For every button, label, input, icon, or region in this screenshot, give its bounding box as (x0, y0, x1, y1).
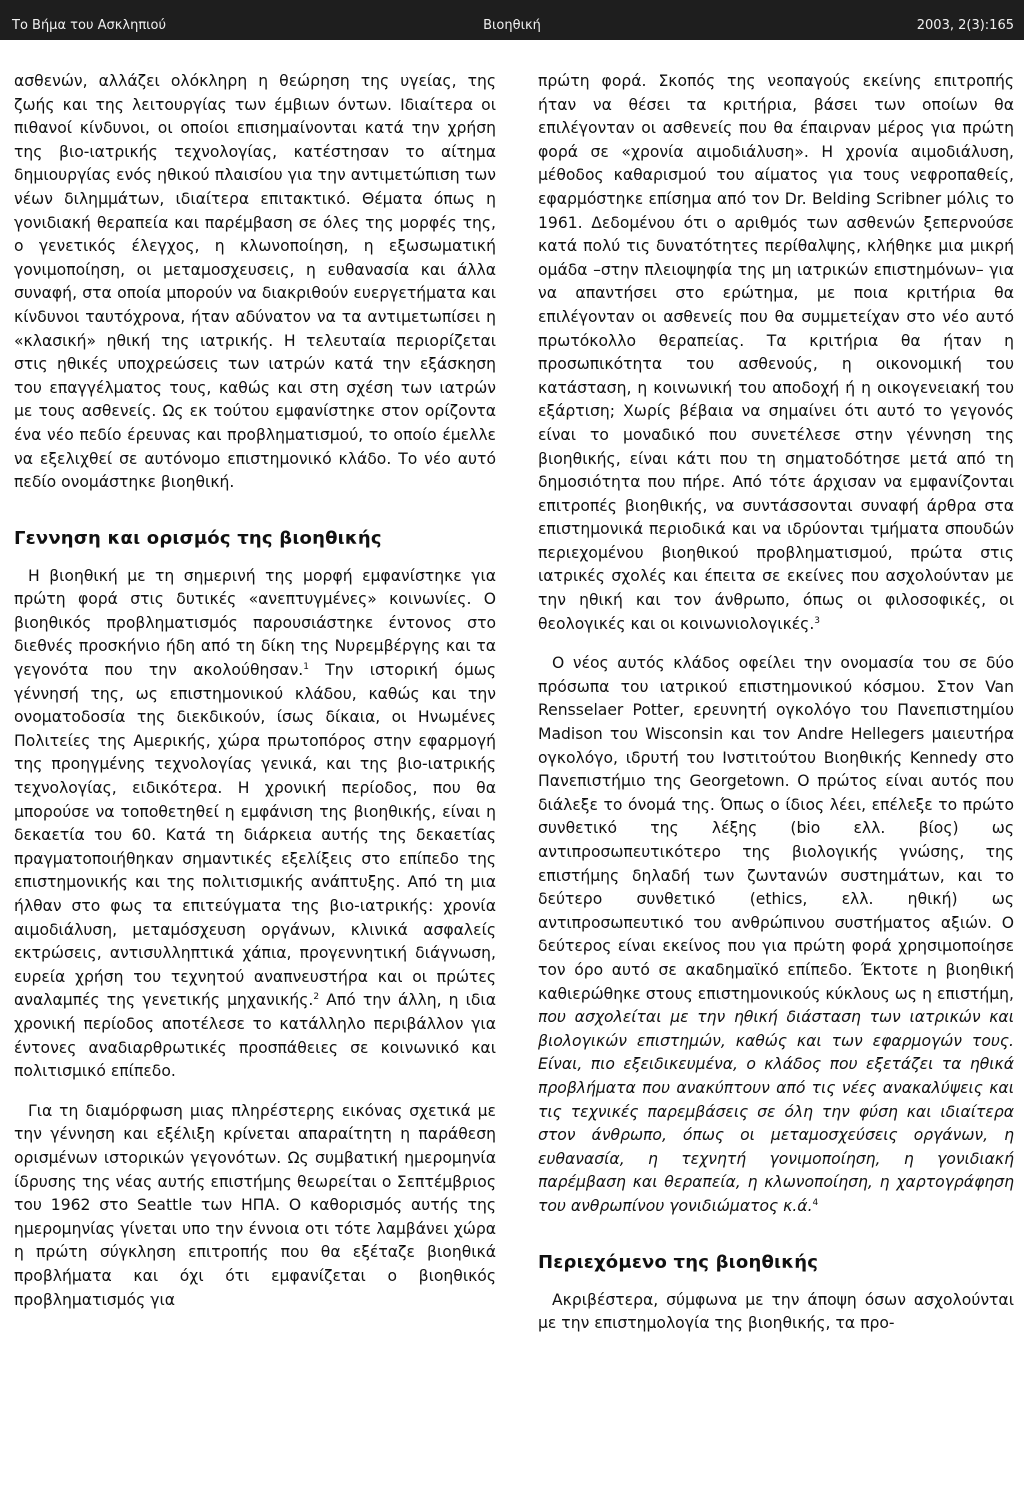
footnote-ref-3: 3 (814, 615, 821, 626)
right-paragraph-2-text: Ο νέος αυτός κλάδος οφείλει την ονομασία του σε δύο πρόσωπα του ιατρικού επιστημονικού κόσμου. Στον Van Rensselaer Potter, ερευνητή ογκολόγο του Πανεπιστημίου Madison του Wisconsin και τον Andre Hellegers μαιευτήρα ογκολόγο, ιδρυτή του Ινστιτούτου Βιοηθικής Kennedy στο Πανεπιστήμιο της Georgetown. Ο πρώτος είναι αυτός που διάλεξε το όνομά της. Όπως ο ίδιος λέει, επέλεξε το πρώτο συνθετικό της λέξης (bio ελλ. βίος) ως αντιπροσωπευτικότερο της βιολογικής γνώσης, της επιστήμης δηλαδή των ζωντανών συστημάτων, και το δεύτερο συνθετικό (ethics, ελλ. ηθική) ως αντιπροσωπευτικό του ανθρώπινου συστήματος αξιών. Ο δεύτερος είναι εκείνος που για πρώτη φορά χρησιμοποίησε τον όρο αυτό σε ακαδημαϊκό επίπεδο. Έκτοτε η βιοηθική καθιερώθηκε στους επιστημονικούς κύκλους ως η επιστήμη, (538, 654, 1014, 1003)
left-paragraph-2-part-c: Από την άλλη, η ιδια χρονική περίοδος αποτέλεσε το κατάλληλο περιβάλλον για έντονες αναδιαρθρωτικές προσπάθειες σε κοινωνικό και πολιτισμικό επίπεδο. (14, 991, 496, 1081)
footnote-ref-1: 1 (303, 662, 309, 673)
left-paragraph-2-part-a: Η βιοηθική με τη σημερινή της μορφή εμφανίστηκε για πρώτη φορά στις δυτικές «ανεπτυγμένες» κοινωνίες. Ο βιοηθικός προβληματισμός παρουσιάστηκε έντονος στο διεθνές προσκήνιο ήδη από τη δίκη της Νυρεμβέργης και τα γεγονότα που την ακολούθησαν. (14, 566, 496, 680)
left-paragraph-2-part-b: Την ιστορική όμως γέννησή της, ως επιστημονικού κλάδου, καθώς και την ονοματοδοσία της διεκδικούν, ίσως δίκαια, οι Ηνωμένες Πολιτείες της Αμερικής, χώρα πρωτοπόρος στην εφαρμογή της προηγμένης τεχνολογίας γενικά, και της βιο-ιατρικής τεχνολογίας, ειδικότερα. Η χρονική περίοδος, που θα μπορούσε να τοποθετηθεί η εμφάνιση της βιοηθικής, είναι η δεκαετία του 60. Κατά τη διάρκεια αυτής της δεκαετίας πραγματοποιήθηκαν σημαντικές εξελίξεις στο επίπεδο της επιστημονικής και της πολιτισμικής ανάπτυξης. Από τη μια ήλθαν στο φως τα επιτεύγματα της βιο-ιατρικής: χρονία αιμοδιάλυση, μεταμόσχευση οργάνων, κλινικά ασφαλείς εκτρώσεις, αντισυλληπτικά χάπια, προγεννητική διάγνωση, ευρεία χρήση του τεχνητού αναπνευστήρα και οι πρώτες αναλαμπές της γενετικής μηχανικής. (14, 661, 496, 1010)
issue-info: 2003, 2(3):165 (916, 18, 1014, 33)
section-heading-birth: Γεννηση και ορισμός της βιοηθικής (14, 527, 382, 549)
left-paragraph-3: Για τη διαμόρφωση μιας πληρέστερης εικόνας σχετικά με την γέννηση και εξέλιξη κρίνεται απαραίτητη η παράθεση ορισμένων ιστορικών γεγονότων. Ως συμβατική ημερομηνία ίδρυσης της νέας αυτής επιστήμης θεωρείται ο Σεπτέμβριος του 1962 στο Seattle των ΗΠΑ. Ο καθορισμός αυτής της ημερομηνίας γίνεται υπο την έννοια οτι τότε λαμβάνει χώρα η πρώτη σύγκληση επιτροπής που θα εξέταζε βιοηθικά προβλήματα και όχι ότι εμφανίζεται ο βιοηθικός προβληματισμός για (14, 1101, 496, 1309)
page-header (0, 0, 1024, 40)
left-paragraph-2 (14, 565, 496, 1084)
section-heading-content: Περιεχόμενο της βιοηθικής (538, 1251, 819, 1273)
footnote-ref-2: 2 (313, 992, 320, 1003)
right-paragraph-1 (538, 70, 1014, 636)
section-title: Βιοηθική (483, 18, 541, 33)
left-paragraph-1: ασθενών, αλλάζει ολόκληρη η θεώρηση της υγείας, της ζωής και της λειτουργίας των έμβιων όντων. Ιδιαίτερα οι πιθανοί κίνδυνοι, οι οποίοι επισημαίνονται κατά την χρήση της βιο-ιατρικής τεχνολογίας, κατέστησαν το αίτημα δημιουργίας ενός ηθικού πλαισίου για την αντιμετώπιση των νέων διλημμάτων, ιδιαίτερα επιτακτικό. Θέματα όπως η γονιδιακή θεραπεία και παρέμβαση σε όλες της μορφές της, ο γενετικός έλεγχος, η κλωνοποίηση, η εξωσωματική γονιμοποίηση, οι μεταμοσχευσεις, η ευθανασία και άλλα συναφή, στα οποία μπορούν να διακριθούν ευεργετήματα και κίνδυνοι ταυτόχρονα, ήταν αδύνατον να τα αντιμετωπίσει η «κλασική» ηθική της ιατρικής. Η τελευταία περιορίζεται στις ηθικές υποχρεώσεις των ιατρών κατά την εξάσκηση του επαγγέλματος τους, καθώς και στη σχέση των ιατρών με τους ασθενείς. Ως εκ τούτου εμφανίστηκε στον ορίζοντα ένα νέο πεδίο έρευνας και προβληματισμού, το οποίο έμελλε να εξελιχθεί σε αυτόνομο επιστημονικό κλάδο. Το νέο αυτό πεδίο ονομάστηκε βιοηθική. (14, 72, 496, 492)
right-column (538, 70, 1014, 1336)
left-column (14, 70, 496, 1312)
right-paragraph-1-text: πρώτη φορά. Σκοπός της νεοπαγούς εκείνης επιτροπής ήταν να θέσει τα κριτήρια, βάσει των οποίων θα επιλέγονταν οι ασθενείς που θα έπαιρναν μέρος για πρώτη φορά σε «χρονία αιμοδιάλυση». Η χρονία αιμοδιάλυση, μέθοδος καθαρισμού του αίματος για τους νεφροπαθείς, εφαρμόστηκε επίσημα από τον Dr. Belding Scribner μόλις το 1961. Δεδομένου ότι ο αριθμός των ασθενών ξεπερνούσε κατά πολύ τις δυνατότητες περίθαλψης, κλήθηκε μια μικρή ομάδα –στην πλειοψηφία της μη ιατρικών επιστημόνων– για να απαντήσει στο ερώτημα, με ποια κριτήρια θα επιλέγονταν οι ασθενείς που θα συμμετείχαν στο νέο αυτό πρωτόκολλο θεραπείας. Τα κριτήρια θα ήταν η προσωπικότητα του ασθενούς, η οικονομική του κατάσταση, η κοινωνική του αποδοχή ή η οικογενειακή του εξάρτιση; Χωρίς βέβαια να σημαίνει ότι αυτό το γεγονός είναι το μοναδικό που συνετέλεσε στην γέννηση της βιοηθικής, είναι κάτι που τη σηματοδότησε μετά από τη δημοσιότητα που πήρε. Από τότε άρχισαν να εμφανίζονται επιτροπές βιοηθικής, να συντάσσονται συναφή άρθρα στα επιστημονικά περιοδικά και να ιδρύονται τμήματα σπουδών περιεχομένου βιοηθικού προβληματισμού, πρώτα στις ιατρικές σχολές και έπειτα σε εκείνες που ασχολούνταν με την ηθική και τον άνθρωπο, όπως οι φιλοσοφικές, οι θεολογικές και οι κοινωνιολογικές. (538, 72, 1014, 633)
right-paragraph-3: Ακριβέστερα, σύμφωνα με την άποψη όσων ασχολούνται με την επιστημολογία της βιοηθικής, τα προ- (538, 1290, 1014, 1333)
bioethics-definition-italic: που ασχολείται με την ηθική διάσταση των ιατρικών και βιολογικών επιστημών, καθώς και των εφαρμογών τους. Είναι, πιο εξειδικευμένα, ο κλάδος που εξετάζει τα ηθικά προβλήματα που ανακύπτουν από τις νέες ανακαλύψεις και τις τεχνικές παρεμβάσεις σε όλη την φύση και ιδιαίτερα στον άνθρωπο, όπως οι μεταμοσχεύσεις οργάνων, η ευθανασία, η τεχνητή γονιμοποίηση, η γονιδιακή παρέμβαση και θεραπεία, η κλωνοποίηση, η χαρτογράφηση του ανθρωπίνου γονιδιώματος κ.ά. (538, 1008, 1014, 1215)
right-paragraph-2 (538, 652, 1014, 1218)
footnote-ref-4: 4 (812, 1197, 819, 1208)
journal-title: Το Βήμα του Ασκληπιού (12, 18, 167, 33)
